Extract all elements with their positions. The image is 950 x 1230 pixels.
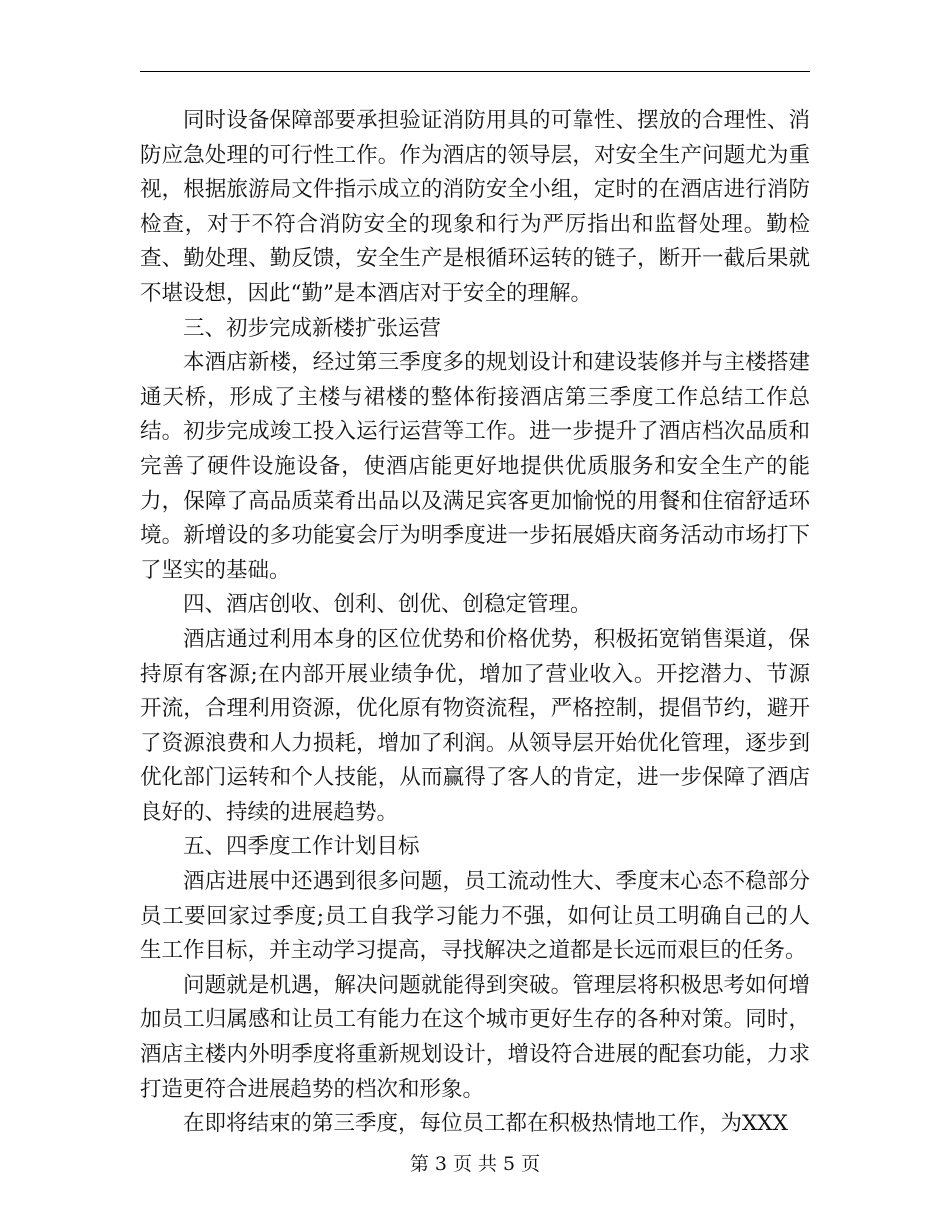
paragraph-opportunity: 问题就是机遇，解决问题就能得到突破。管理层将积极思考如何增加员工归属感和让员工有能力在这个城市更好生存的各种对策。同时，酒店主楼内外明季度将重新规划设计，增设符合进展的配套功能，力求打造更符合进展趋势的档次和形象。 — [140, 972, 810, 1102]
paragraph-fire-safety: 同时设备保障部要承担验证消防用具的可靠性、摆放的合理性、消防应急处理的可行性工作。作为酒店的领导层，对安全生产问题尤为重视，根据旅游局文件指示成立的消防安全小组，定时的在酒店进行消防检查，对于不符合消防安全的现象和行为严厉指出和监督处理。勤检查、勤处理、勤反馈，安全生产是根循环运转的链子，断开一截后果就不堪设想，因此“勤”是本酒店对于安全的理解。 — [140, 108, 810, 306]
paragraph-closing: 在即将结束的第三季度，每位员工都在积极热情地工作，为XXX — [183, 1111, 788, 1137]
header-rule — [140, 71, 810, 72]
paragraph-problems: 酒店进展中还遇到很多问题，员工流动性大、季度末心态不稳部分员工要回家过季度;员工自我学习能力不强，如何让员工明确自己的人生工作目标，并主动学习提高，寻找解决之道都是长远而艰巨的任务。 — [140, 869, 810, 964]
page-number-footer: 第 3 页 共 5 页 — [409, 1153, 541, 1175]
document-body — [140, 104, 810, 1142]
paragraph-new-building: 本酒店新楼，经过第三季度多的规划设计和建设装修并与主楼搭建通天桥，形成了主楼与裙楼的整体衔接酒店第三季度工作总结工作总结。初步完成竣工投入运行运营等工作。进一步提升了酒店档次品质和完善了硬件设施设备，使酒店能更好地提供优质服务和安全生产的能力，保障了高品质菜肴出品以及满足宾客更加愉悦的用餐和住宿舒适环境。新增设的多功能宴会厅为明季度进一步拓展婚庆商务活动市场打下了坚实的基础。 — [140, 350, 810, 583]
heading-section-three: 三、初步完成新楼扩张运营 — [183, 315, 442, 341]
heading-section-five: 五、四季度工作计划目标 — [183, 834, 420, 860]
heading-section-four: 四、酒店创收、创利、创优、创稳定管理。 — [183, 592, 592, 618]
paragraph-revenue: 酒店通过利用本身的区位优势和价格优势，积极拓宽销售渠道，保持原有客源;在内部开展业绩争优，增加了营业收入。开挖潜力、节源开流，合理利用资源，优化原有物资流程，严格控制，提倡节约，避开了资源浪费和人力损耗，增加了利润。从领导层开始优化管理，逐步到优化部门运转和个人技能，从而赢得了客人的肯定，进一步保障了酒店良好的、持续的进展趋势。 — [140, 626, 810, 825]
